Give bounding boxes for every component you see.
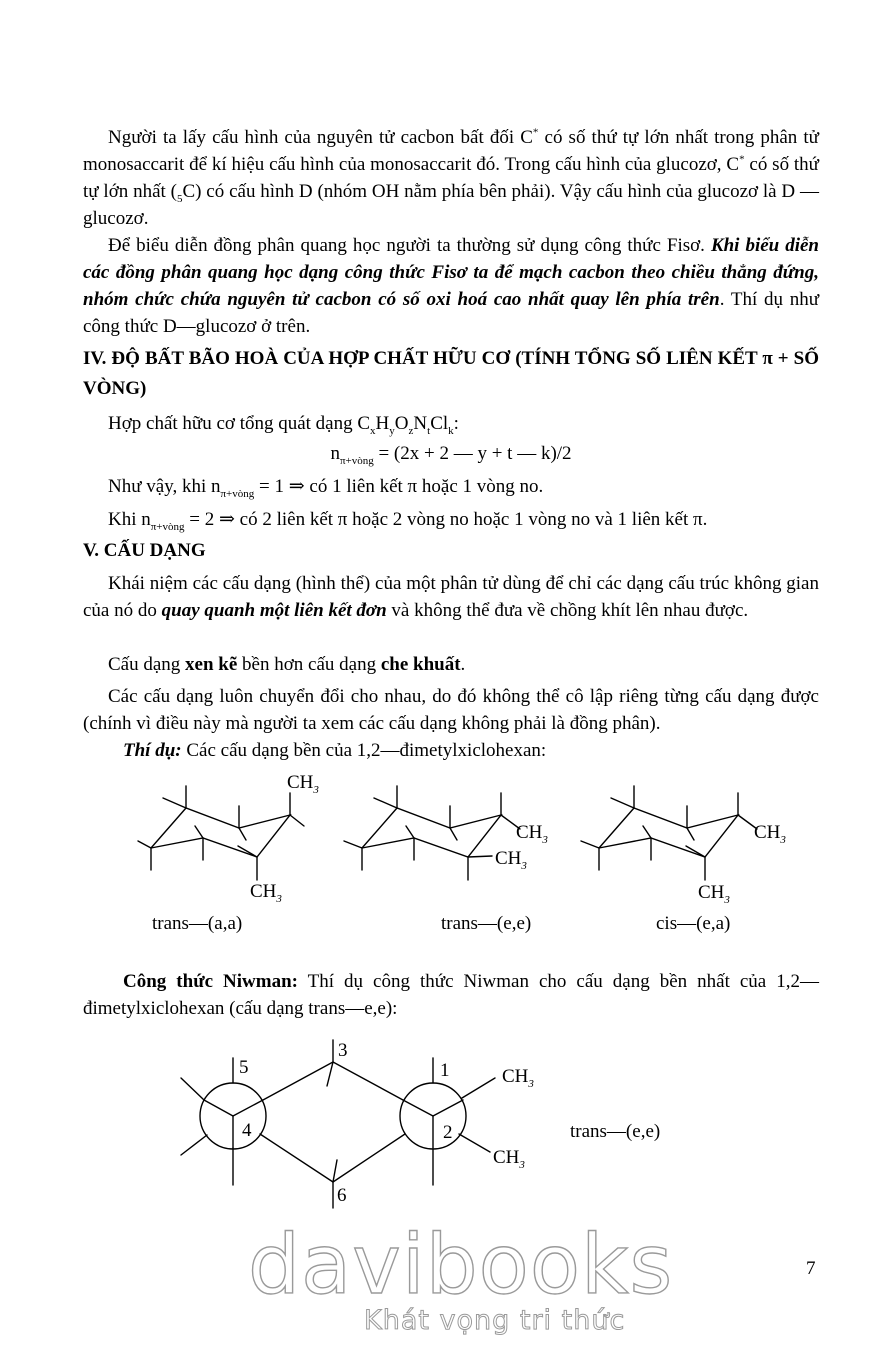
- label-trans-aa: trans—(a,a): [152, 913, 243, 934]
- ch3-label: $CH_3$: [502, 1066, 534, 1090]
- atom-number-3: 3: [338, 1040, 348, 1061]
- ch3-label: $CH_3$: [495, 848, 527, 872]
- formula-unsaturation: $n_{\pi+vòng} = (2x + 2$ — y + t — k)/2: [330, 443, 572, 467]
- watermark-slogan: Khát vọng tri thức: [364, 1305, 626, 1336]
- atom-number-6: 6: [337, 1185, 347, 1206]
- page-number: 7: [806, 1258, 816, 1279]
- atom-number-4: 4: [242, 1120, 252, 1141]
- paragraph-case-two: Khi $n_{\pi+vòng} = 2$ ⇒ có 2 liên kết π hoặc 2 vòng no hoặc 1 vòng no và 1 liên kết π.: [108, 509, 708, 533]
- ch3-label: $CH_3$: [287, 772, 319, 796]
- atom-number-2: 2: [443, 1122, 453, 1143]
- paragraph-fischer: Để biểu diễn đồng phân quang học người ta thường sử dụng công thức Fisơ. Khi biểu diễn các đồng phân quang học dạng công thức Fisơ ta để mạch cacbon theo chiều thẳng đứng, nhóm chức chứa nguyên tử cacbon có số oxi hoá cao nhất quay lên phía trên. Thí dụ như công thức D—glucozơ ở trên.: [83, 235, 820, 337]
- watermark-logo: davibooks: [248, 1218, 674, 1313]
- ch3-label: $CH_3$: [516, 822, 548, 846]
- paragraph-newman: Công thức Niwman: Thí dụ công thức Niwman cho cấu dạng bền nhất của 1,2—đimetylxiclohexan (cấu dạng trans—e,e):: [83, 971, 819, 1019]
- paragraph-general-formula: Hợp chất hữu cơ tổng quát dạng $C_xH_yO_zN_tCl_k$:: [108, 413, 459, 437]
- paragraph-example: Thí dụ: Các cấu dạng bền của 1,2—đimetylxiclohexan:: [123, 740, 547, 761]
- chair-trans-ee: [344, 786, 520, 880]
- section-heading-v: V. CẤU DẠNG: [83, 540, 206, 561]
- label-newman-trans-ee: trans—(e,e): [570, 1121, 661, 1142]
- paragraph-conformation-definition: Khái niệm các cấu dạng (hình thể) của một phân tử dùng để chỉ các dạng cấu trúc không gian của nó do quay quanh một liên kết đơn và không thể đưa về chồng khít lên nhau được.: [83, 573, 819, 621]
- paragraph-staggered: Cấu dạng xen kẽ bền hơn cấu dạng che khuất.: [108, 654, 466, 675]
- paragraph-configuration: Người ta lấy cấu hình của nguyên tử cacbon bất đối C* có số thứ tự lớn nhất trong phân tử monosaccarit để kí hiệu cấu hình của monosaccarit đó. Trong cấu hình của glucozơ, C* có số thứ tự lớn nhất $(_5C)$ có cấu hình D (nhóm OH nằm phía bên phải). Vậy cấu hình của glucozơ là D — glucozơ.: [83, 126, 819, 229]
- atom-number-5: 5: [239, 1057, 249, 1078]
- paragraph-case-one: Như vậy, khi $n_{\pi+vòng} = 1$ ⇒ có 1 liên kết π hoặc 1 vòng no.: [108, 476, 544, 500]
- ch3-label: $CH_3$: [493, 1147, 525, 1171]
- label-cis-ea: cis—(e,a): [656, 913, 731, 934]
- ch3-label: $CH_3$: [698, 882, 730, 906]
- ch3-label: $CH_3$: [250, 881, 282, 905]
- atom-number-1: 1: [440, 1060, 450, 1081]
- ch3-label: $CH_3$: [754, 822, 786, 846]
- section-heading-iv: IV. ĐỘ BẤT BÃO HOÀ CỦA HỢP CHẤT HỮU CƠ (TÍNH TỔNG SỐ LIÊN KẾT π + SỐ VÒNG): [83, 348, 819, 399]
- chair-cis-ea: [581, 786, 757, 880]
- label-trans-ee: trans—(e,e): [441, 913, 532, 934]
- paragraph-interconversion: Các cấu dạng luôn chuyển đổi cho nhau, do đó không thể cô lập riêng từng cấu dạng được (chính vì điều này mà người ta xem các cấu dạng không phải là đồng phân).: [83, 686, 819, 734]
- chair-trans-aa: [138, 786, 304, 880]
